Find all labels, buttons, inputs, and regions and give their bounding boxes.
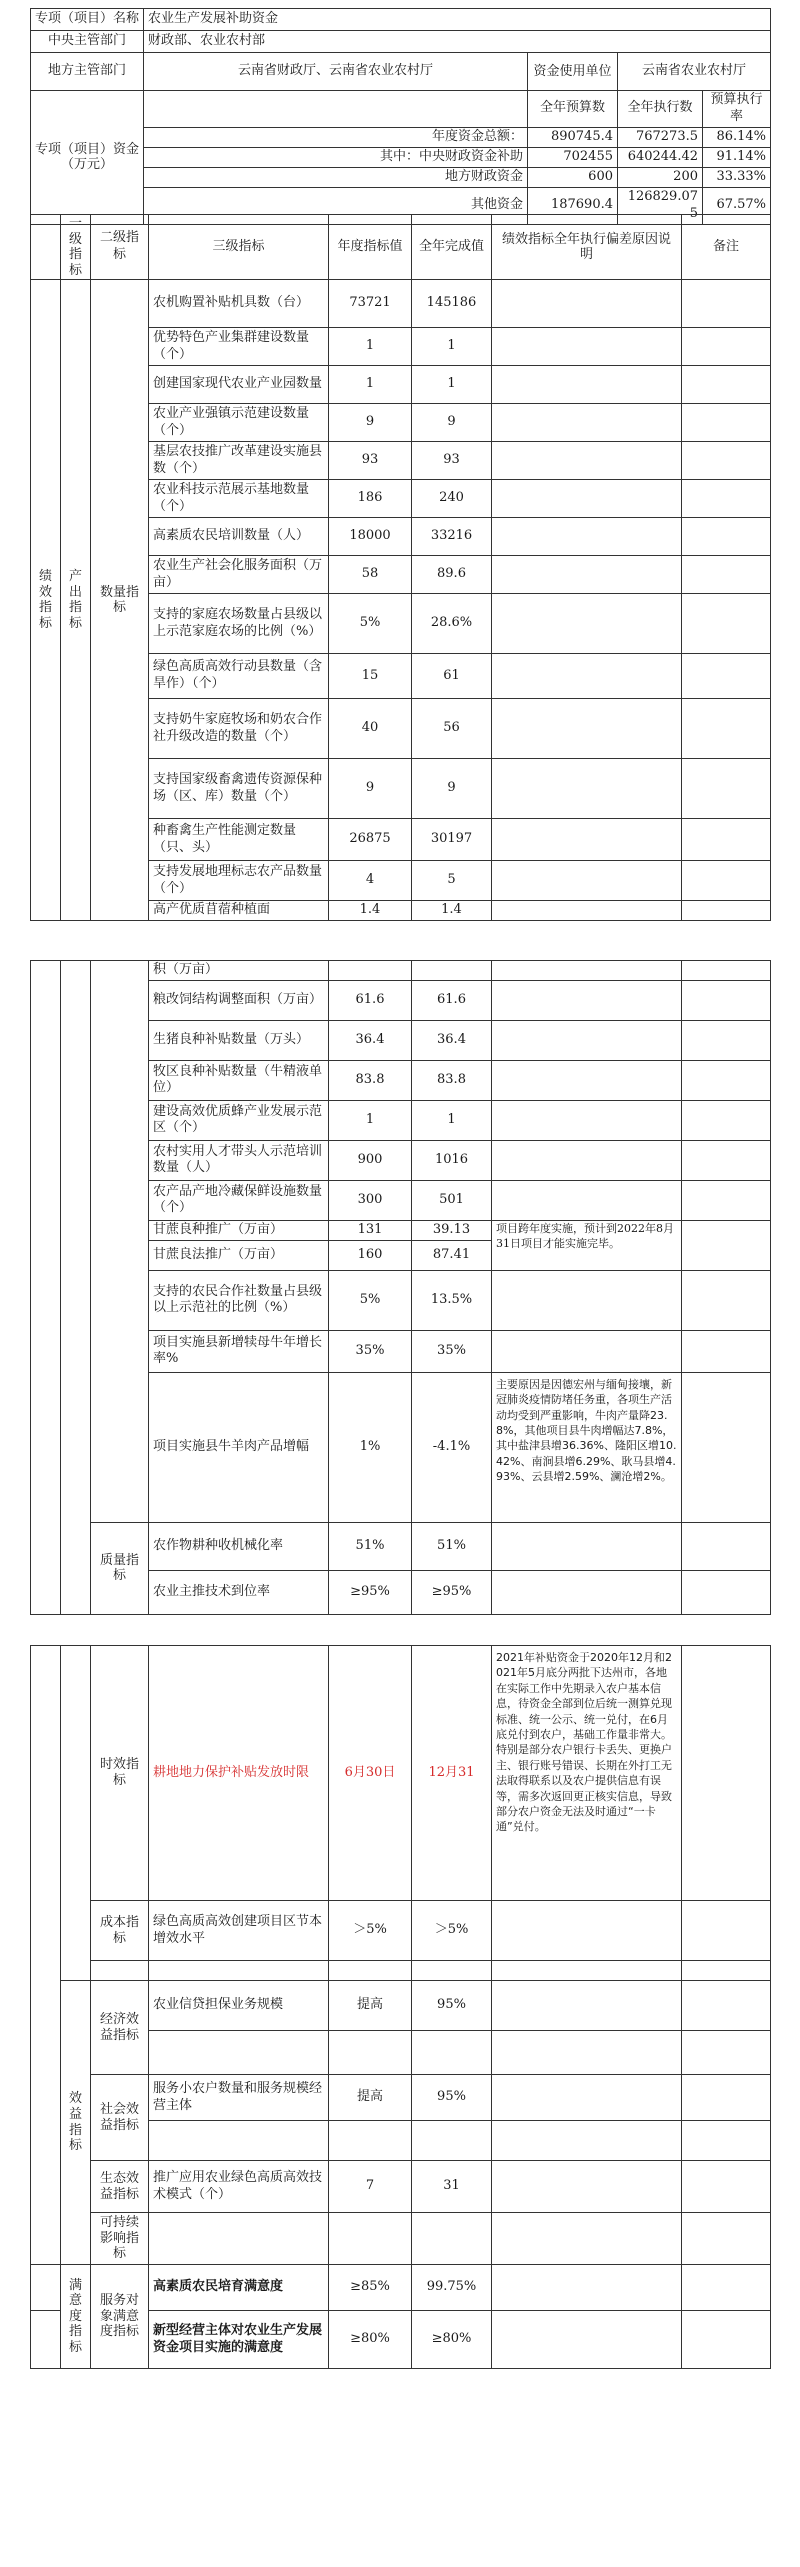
indicator-row: 高素质农民培训数量（人） 18000 33216 [31,518,771,556]
indicator-row: 创建国家现代农业产业园数量 1 1 [31,366,771,404]
performance-table-part1 [30,214,770,921]
fund-summary-table [30,8,770,225]
indicator-row: 绩效指标 产出指标 数量指标 农机购置补贴机具数（台） 73721 145186 [31,280,771,328]
indicator-row: 甘蔗良种推广（万亩） 131 39.13 项目跨年度实施，预计到2022年8月31日项目才能实施完毕。 [31,1220,771,1240]
header-level1: 一级指标 [61,215,91,280]
col-rate: 预算执行率 [703,91,771,128]
header-target: 年度指标值 [329,215,412,280]
local-dept-value: 云南省财政厅、云南省农业农村厅 [144,53,528,91]
service-label: 服务对象满意度指标 [91,2265,149,2369]
fund-row: 其他资金 187690.4 126829.075 67.57% [31,187,771,224]
indicator-row: 农业产业强镇示范建设数量（个） 9 9 [31,404,771,442]
indicator-row: 质量指标 农作物耕种收机械化率 51% 51% [31,1522,771,1570]
indicator-row: 农业科技示范展示基地数量（个） 186 240 [31,480,771,518]
indicator-row: 成本指标 绿色高质高效创建项目区节本增效水平 ＞5% ＞5% [31,1901,771,1961]
indicator-row: 优势特色产业集群建设数量（个） 1 1 [31,328,771,366]
indicator-row: 支持发展地理标志农产品数量（个） 4 5 [31,861,771,901]
indicator-row: 支持的家庭农场数量占县级以上示范家庭农场的比例（%） 5% 28.6% [31,594,771,654]
col-budget: 全年预算数 [528,91,618,128]
header-reason: 绩效指标全年执行偏差原因说明 [492,215,682,280]
indicator-row: 农业生产社会化服务面积（万亩） 58 89.6 [31,556,771,594]
indicator-row: 生态效益指标 推广应用农业绿色高质高效技术模式（个） 7 31 [31,2161,771,2213]
indicator-row: 满意度指标 服务对象满意度指标 高素质农民培育满意度 ≥85% 99.75% [31,2265,771,2311]
sustain-label: 可持续影响指标 [91,2213,149,2265]
timeliness-name: 耕地地力保护补贴发放时限 [149,1646,329,1901]
group-label: 数量指标 [91,280,149,921]
indicator-row: 甘蔗良法推广（万亩） 160 87.41 [31,1240,771,1270]
econ-label: 经济效益指标 [91,1981,149,2075]
cost-label: 成本指标 [91,1901,149,1961]
project-name-label: 专项（项目）名称 [31,9,144,31]
header-level3: 三级指标 [149,215,329,280]
deviation-reason: 主要原因是因德宏州与缅甸接壤，新冠肺炎疫情防堵任务重，各项生产活动均受到严重影响，牛肉产量降23.8%，其他项目县牛肉增幅达7.8%，其中盐津县增36.36%、隆阳区增10.42%、南涧县增6.29%、耿马县增4.93%、云县增2.59%、澜沧增2%。 [492,1372,682,1522]
performance-table-part2 [30,960,770,1615]
col-exec: 全年执行数 [618,91,703,128]
level1-label: 绩效指标 [31,280,61,921]
indicator-row: 新型经营主体对农业生产发展资金项目实施的满意度 ≥80% ≥80% [31,2311,771,2369]
carry-over-text: 积（万亩） [149,961,329,981]
deviation-reason: 2021年补贴资金于2020年12月和2021年5月底分两批下达州市，各地在实际工作中先期录入农户基本信息，待资金全部到位后统一测算兑现标准、统一公示、统一兑付，在6月底兑付到农户，基础工作量非常大。特别是部分农户银行卡丢失、更换户主、银行账号错误、长期在外打工无法取得联系以及农户提供信息有误等，需多次返回更正核实信息，导致部分农户资金无法及时通过“一卡通”兑付。 [492,1646,682,1901]
fund-label: 专项（项目）资金（万元） [31,91,144,225]
indicator-row: 时效指标 耕地地力保护补贴发放时限 6月30日 12月31 2021年补贴资金于2020年12月和2021年5月底分两批下达州市，各地在实际工作中先期录入农户基本信息，待资金全部到位后统一测算兑现标准、统一公示、统一兑付，在6月底兑付到农户，基础工作量非常大。特别是部分农户银行卡丢失、更换户主、银行账号错误、长期在外打工无法取得联系以及农户提供信息有误等，需多次返回更正核实信息，导致部分农户资金无法及时通过“一卡通”兑付。 [31,1646,771,1901]
project-name-value: 农业生产发展补助资金 [144,9,771,31]
central-dept-value: 财政部、农业农村部 [144,31,771,53]
deviation-reason: 项目跨年度实施，预计到2022年8月31日项目才能实施完毕。 [492,1220,682,1270]
indicator-row: 农产品产地冷藏保鲜设施数量（个） 300 501 [31,1180,771,1220]
header-actual: 全年完成值 [412,215,492,280]
quality-label: 质量指标 [91,1522,149,1614]
indicator-row: 绿色高质高效行动县数量（含旱作）（个） 15 61 [31,654,771,699]
fund-row: 其中：中央财政资金补助 702455 640244.42 91.14% [31,147,771,167]
eco-label: 生态效益指标 [91,2161,149,2213]
indicator-row: 种畜禽生产性能测定数量（只、头） 26875 30197 [31,819,771,861]
social-label: 社会效益指标 [91,2075,149,2161]
indicator-row: 粮改饲结构调整面积（万亩） 61.6 61.6 [31,980,771,1020]
indicator-row: 农业主推技术到位率 ≥95% ≥95% [31,1570,771,1614]
indicator-row: 支持国家级畜禽遗传资源保种场（区、库）数量（个） 9 9 [31,759,771,819]
indicator-row: 支持奶牛家庭牧场和奶农合作社升级改造的数量（个） 40 56 [31,699,771,759]
indicator-row: 基层农技推广改革建设实施县数（个） 93 93 [31,442,771,480]
header-level2: 二级指标 [91,215,149,280]
indicator-row: 牧区良种补贴数量（牛精液单位） 83.8 83.8 [31,1060,771,1100]
fund-row: 地方财政资金 600 200 33.33% [31,167,771,187]
level2-label: 产出指标 [61,280,91,921]
performance-table-part3 [30,1645,770,2369]
timeliness-label: 时效指标 [91,1646,149,1901]
fund-row: 年度资金总额： 890745.4 767273.5 86.14% [31,127,771,147]
header-remark: 备注 [682,215,771,280]
central-dept-label: 中央主管部门 [31,31,144,53]
indicator-row: 项目实施县新增犊母牛年增长率% 35% 35% [31,1330,771,1372]
fund-unit-value: 云南省农业农村厅 [618,53,771,91]
indicator-row: 农村实用人才带头人示范培训数量（人） 900 1016 [31,1140,771,1180]
indicator-row: 社会效益指标 服务小农户数量和服务规模经营主体 提高 95% [31,2075,771,2121]
fund-unit-label: 资金使用单位 [528,53,618,91]
local-dept-label: 地方主管部门 [31,53,144,91]
indicator-row: 建设高效优质蜂产业发展示范区（个） 1 1 [31,1100,771,1140]
indicator-row: 项目实施县牛羊肉产品增幅 1% -4.1% 主要原因是因德宏州与缅甸接壤，新冠肺炎疫情防堵任务重，各项生产活动均受到严重影响，牛肉产量降23.8%，其他项目县牛肉增幅达7.8%，其中盐津县增36.36%、隆阳区增10.42%、南涧县增6.29%、耿马县增4.93%、云县增2.59%、澜沧增2%。 [31,1372,771,1522]
satisfaction-label: 满意度指标 [61,2265,91,2369]
benefit-label: 效益指标 [61,1981,91,2265]
indicator-row: 生猪良种补贴数量（万头） 36.4 36.4 [31,1020,771,1060]
indicator-row: 高产优质苜蓿种植面 1.4 1.4 [31,901,771,921]
indicator-row: 支持的农民合作社数量占县级以上示范社的比例（%） 5% 13.5% [31,1270,771,1330]
indicator-row: 效益指标 经济效益指标 农业信贷担保业务规模 提高 95% [31,1981,771,2031]
